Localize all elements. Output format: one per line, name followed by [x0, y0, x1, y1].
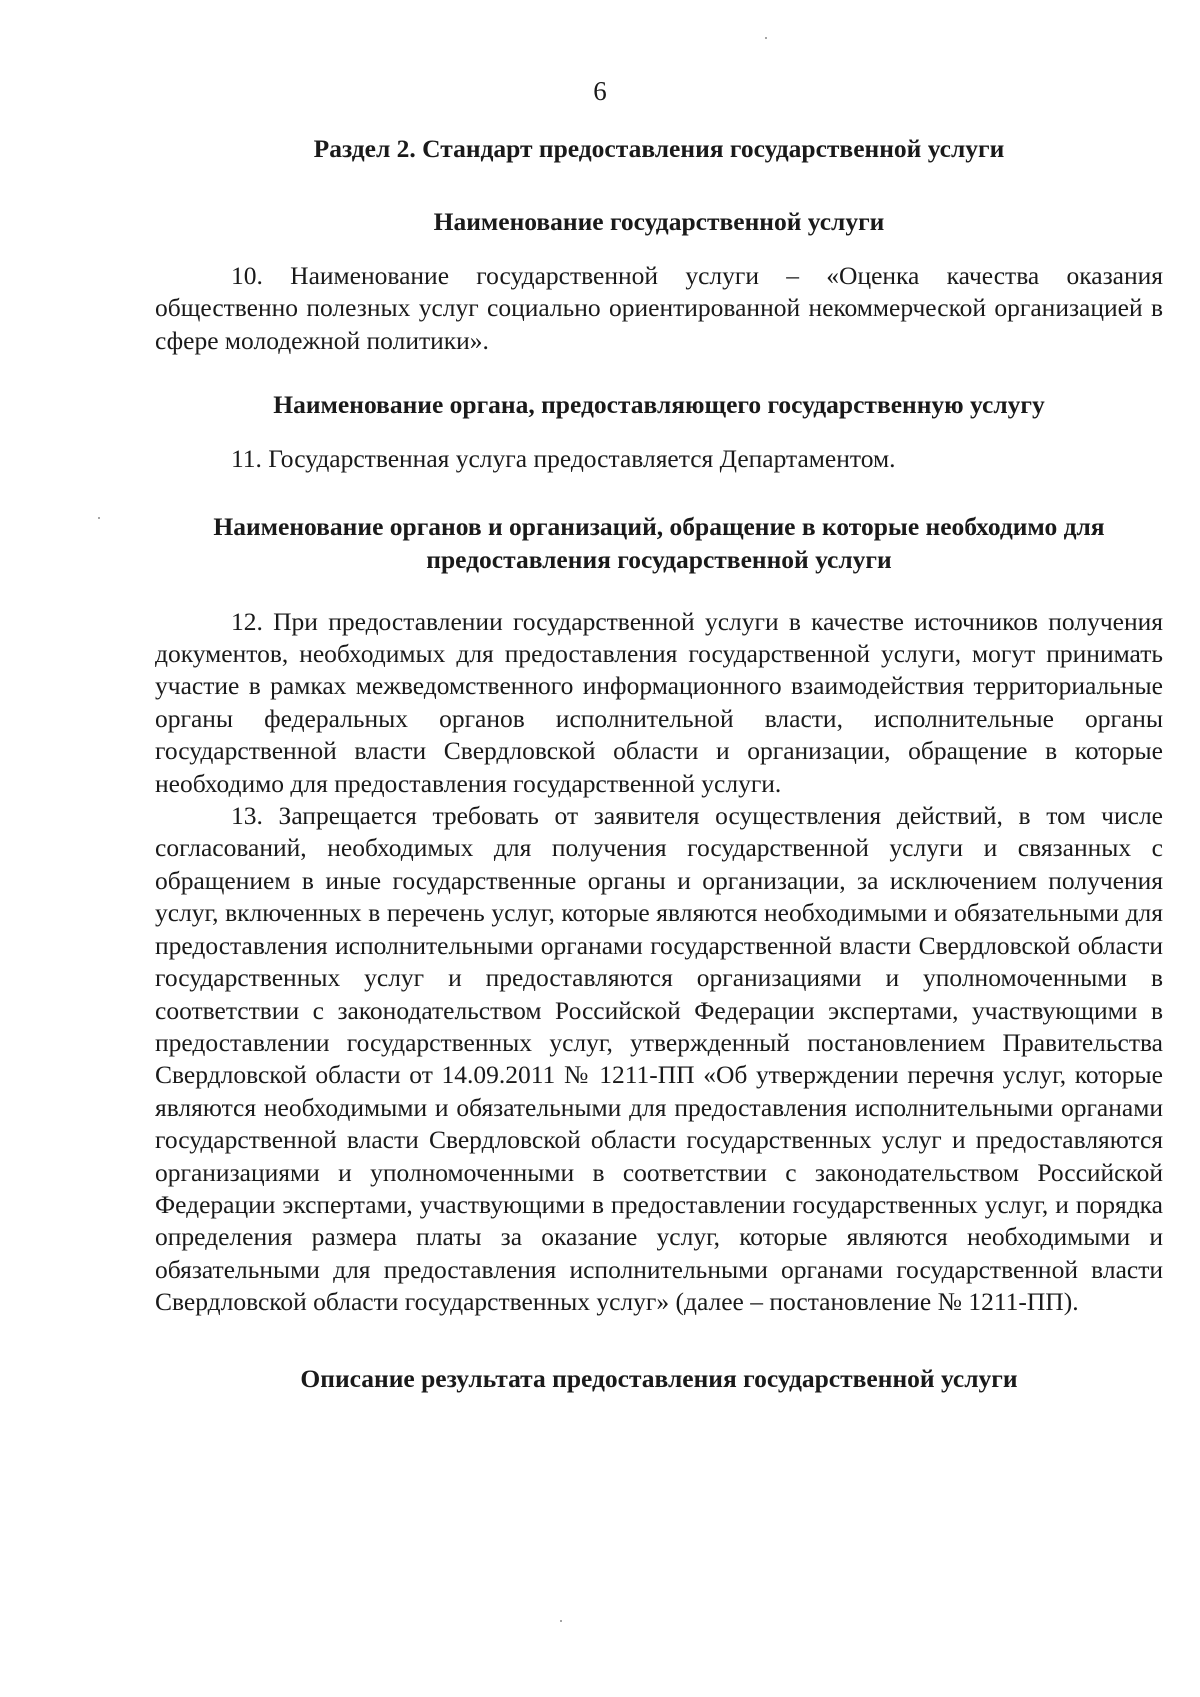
section-title: Раздел 2. Стандарт предоставления государственной услуги: [313, 134, 1005, 163]
paragraph-11: 11. Государственная услуга предоставляется Департаментом.: [231, 444, 896, 474]
document-body: [155, 132, 1163, 1395]
paragraph-10: 10. Наименование государственной услуги – «Оценка качества оказания общественно полезных услуг социально ориентированной некоммерческой организацией в сфере молодежной политики».: [155, 261, 1163, 355]
scan-speck: [765, 37, 767, 39]
scan-speck: [98, 517, 100, 519]
paragraph-13: 13. Запрещается требовать от заявителя осуществления действий, в том числе согласований, необходимых для получения государственной услуги и связанных с обращением в иные государственные органы и организации, за исключением получения услуг, включенных в перечень услуг, которые являются необходимыми и обязательными для предоставления исполнительными органами государственной власти Свердловской области государственных услуг и предоставляются организациями и уполномоченными в соответствии с законодательством Российской Федерации экспертами, участвующими в предоставлении государственных услуг, утвержденный постановлением Правительства Свердловской области от 14.09.2011 № 1211-ПП «Об утверждении перечня услуг, которые являются необходимыми и обязательными для предоставления исполнительными органами государственной власти Свердловской области государственных услуг и предоставляются организациями и уполномоченными в соответствии с законодательством Российской Федерации экспертами, участвующими в предоставлении государственных услуг, и порядка определения размера платы за оказание услуг, которые являются необходимыми и обязательными для предоставления исполнительными органами государственной власти Свердловской области государственных услуг» (далее – постановление № 1211-ПП).: [155, 801, 1163, 1317]
heading-authority: Наименование органа, предоставляющего государственную услугу: [273, 390, 1045, 420]
paragraph-12: 12. При предоставлении государственной услуги в качестве источников получения документов, необходимых для предоставления государственной услуги, могут принимать участие в рамках межведомственного информационного взаимодействия территориальные органы федеральных органов исполнительной власти, исполнительные органы государственной власти Свердловской области и организации, обращение в которые необходимо для предоставления государственной услуги.: [155, 606, 1163, 798]
page-number: 6: [593, 76, 607, 106]
heading-result: Описание результата предоставления государственной услуги: [300, 1363, 1018, 1393]
scan-speck: [560, 1620, 562, 1622]
heading-service-name: Наименование государственной услуги: [433, 207, 885, 236]
heading-organizations: Наименование органов и организаций, обращение в которые необходимо для предоставления государственной услуги: [213, 511, 1105, 574]
